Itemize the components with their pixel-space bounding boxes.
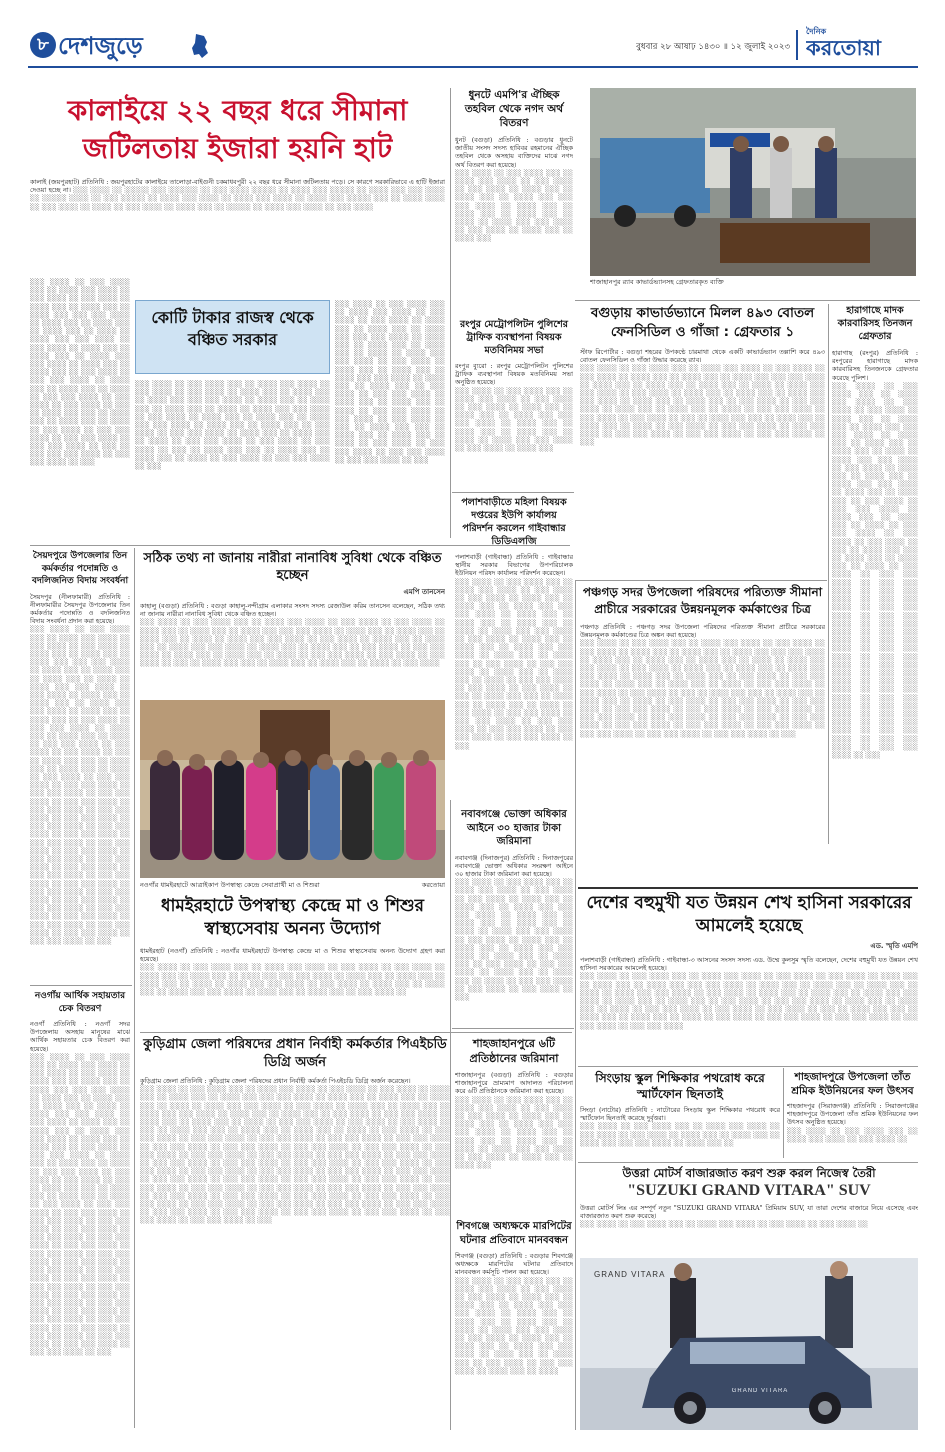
nawabganj-story — [455, 808, 573, 1008]
saidpur-body: সৈয়দপুর (নীলফামারী) প্রতিনিধি : নীলফামারীর সৈয়দপুর উপজেলার তিন কর্মকর্তার পদোন্নতি ও বদলিজনিত বিদায় সংবর্ধনা প্রদান করা হয়েছে। — [30, 592, 130, 626]
shahjahanpur-tat-story — [787, 1070, 918, 1160]
rangpur-headline: রংপুর মেট্রোপলিটন পুলিশের ট্রাফিক ব্যবস্থাপনা বিষয়ক মতবিনিময় সভা — [459, 319, 569, 356]
page-number-badge: ৮ — [30, 32, 56, 58]
uttara-product: "SUZUKI GRAND VITARA" SUV — [627, 1182, 871, 1199]
hasina-body-filler: ░░░ ░░░░ ░░ ░░░ ░░░░ ░░░ ░░ ░░░░ ░░░ ░░░░ ░░ ░░░ ░░░░ ░░ ░░░ ░░░░ ░░ ░░░░ ░░░ ░░ ░░░░ ░░░ ░░ ░░░░ ░░░ ░░░ ░░░ ░░░░ ░░ ░░░░ ░░░ ░░ ░░░░ ░░░ ░░ ░░░░ ░░░ ░░ ░░░░ ░░ ░░░░ ░░░ ░░░ ░░░░ ░░ ░░░ ░░░░ ░░ ░░░░ ░░░ ░░ ░░░░ ░░░ ░░ ░░░░ ░░░ ░░░ ░░░░ ░░ ░░░░ ░░░ ░░ ░░░░ ░░░ ░░ ░░░ ░░░░ ░░ ░░░ ░░░ ░░░░ ░░ ░░░░ ░░░ ░░ ░░░░ ░░░ ░░ ░░░░ ░░ ░░░ ░░░ ░░░░ ░░ ░░░ ░░░░ ░░ ░░░ ░░░░ ░░ ░░░ ░░ ░░░░ ░░░ ░░░ ░░ ░░░░ ░░░ ░░ ░░░░ ░░░ ░░ ░░░░ ░░ ░░░ ░░░░ ░░ ░░░ ░░░ ░░░░ ░░ ░░░ ░░░ ░░░░ ░░ ░░░ ░░░ ░░░░ ░░ ░░░ ░░░ ░░░░ — [580, 972, 918, 1030]
dhunat-headline: ধুনটে এমপি'র ঐচ্ছিক তহবিল থেকে নগদ অর্থ বিতরণ — [464, 89, 564, 129]
haragach-body: হারাগাছ (রংপুর) প্রতিনিধি : রংপুরের হারাগাছে মাদক কারবারিসহ তিনজনকে গ্রেফতার করেছে পুলিশ। — [832, 349, 918, 382]
lead-headline-line2: জটিলতায় ইজারা হয়নি হাট — [82, 132, 393, 165]
singra-rule — [578, 1066, 918, 1067]
lead-body-col1: ░░░ ░░░░ ░░ ░░░ ░░░░ ░░░ ░░ ░░░░ ░░░ ░░░░ ░░ ░░░ ░░░░ ░░ ░░░ ░░░░ ░░ ░░░░ ░░░ ░░ ░░░░ ░░░ ░░ ░░░░ ░░░ ░░░ ░░░ ░░░░ ░░ ░░░░ ░░░ ░░ ░░░░ ░░░ ░░ ░░░░ ░░░ ░░ ░░░░ ░░ ░░░░ ░░░ ░░░ ░░░░ ░░ ░░░ ░░░░ ░░ ░░░░ ░░░ ░░ ░░░░ ░░░ ░░ ░░░░ ░░░ ░░░ ░░░░ ░░ ░░░░ ░░░ ░░ ░░░░ ░░░ ░░ ░░░ ░░░░ ░░ ░░░ ░░░ ░░░░ ░░ ░░░░ ░░░ ░░ ░░░░ ░░░ ░░ ░░░░ ░░ ░░░ ░░░ ░░░░ ░░ ░░░ ░░░░ ░░ ░░░ ░░░░ ░░ ░░░ ░░ ░░░░ ░░░ ░░░ ░░ ░░░░ ░░░ ░░ ░░░░ ░░░ ░░ ░░░░ ░░ ░░░ ░░░░ ░░ ░░░ ░░░ ░░░░ ░░ ░░░ ░░░ ░░░░ ░░ ░░░ ░░░ ░░░░ ░░ ░░░ ░░ ░░░ ░░░ ░░░ ░░░░ ░░ ░░░ ░░░ ░░░░ ░░ ░░░ — [30, 278, 130, 467]
bangladesh-map-icon — [190, 33, 210, 59]
header-rule — [28, 66, 918, 68]
suzuki-car-photo — [580, 1258, 918, 1430]
women-photo — [140, 700, 445, 878]
haragach-body-filler: ░░░ ░░░░ ░░ ░░░ ░░░░ ░░░ ░░ ░░░░ ░░░ ░░░░ ░░ ░░░ ░░░░ ░░ ░░░ ░░░░ ░░ ░░░░ ░░░ ░░ ░░░░ ░░░ ░░ ░░░░ ░░░ ░░░ ░░░ ░░░░ ░░ ░░░░ ░░░ ░░ ░░░░ ░░░ ░░ ░░░░ ░░░ ░░ ░░░░ ░░ ░░░░ ░░░ ░░░ ░░░░ ░░ ░░░ ░░░░ ░░ ░░░░ ░░░ ░░ ░░░░ ░░░ ░░ ░░░░ ░░░ ░░░ ░░░░ ░░ ░░░░ ░░░ ░░ ░░░░ ░░░ ░░ ░░░ ░░░░ ░░ ░░░ ░░░ ░░░░ ░░ ░░░░ ░░░ ░░ ░░░░ ░░░ ░░ ░░░░ ░░ ░░░ ░░░ ░░░░ ░░ ░░░ ░░░░ ░░ ░░░ ░░░░ ░░ ░░░ ░░ ░░░░ ░░░ ░░░ ░░ ░░░░ ░░░ ░░ ░░░░ ░░░ ░░ ░░░░ ░░ ░░░ ░░░░ ░░ ░░░ ░░░ ░░░░ ░░ ░░░ ░░░ ░░░░ ░░ ░░░ ░░░ ░░░░ ░░ ░░░ ░░░ ░░░░ ░░ ░░░ ░░░ ░░░░ ░░ ░░░ ░░░ ░░░░ ░░ ░░░ ░░░ ░░░░ ░░ ░░░ ░░░ ░░░░ ░░ ░░░ ░░░ ░░░░ ░░ ░░░ ░░░ ░░░░ ░░ ░░░ ░░░ ░░░░ ░░ ░░░ ░░░ ░░░░ ░░ ░░░ ░░░ ░░░░ ░░ ░░░ ░░░ ░░░░ ░░ ░░░ ░░░ ░░░░ ░░ ░░░ ░░░ ░░░░ ░░ ░░░ ░░░ ░░░░ ░░ ░░░ ░░░ ░░░░ ░░ ░░░ ░░░ ░░░░ ░░ ░░░ ░░░ ░░░░ ░░ ░░░ ░░░ ░░░░ ░░ ░░░ ░░░ ░░░░ ░░ ░░░ — [832, 381, 918, 759]
naogaon-headline: নওগাঁয় আর্থিক সহায়তার চেক বিতরণ — [34, 991, 126, 1014]
palashbari-headline: পলাশবাড়ীতে মহিলা বিষয়ক দপ্তরের ইউপি কার্যালয় পরিদর্শন করলেন গাইবান্ধার ডিডিএলজি — [461, 497, 567, 547]
uttara-story — [580, 1166, 918, 1256]
singra-headline: সিংড়ায় স্কুল শিক্ষিকার পথরোধ করে স্মার্টফোন ছিনতাই — [595, 1071, 765, 1101]
panchagarh-headline: পঞ্চগড় সদর উপজেলা পরিষদের পরিত্যক্ত সীমানা প্রাচীরে সরকারের উন্নয়নমূলক কর্মকাণ্ডের চিত্র — [582, 585, 823, 616]
women-byline: এমপি তানসেন — [403, 588, 445, 596]
shibganj-story — [455, 1220, 573, 1430]
shahjahanpur-fine-headline: শাহজাহানপুরে ৬টি প্রতিষ্ঠানের জরিমানা — [469, 1037, 559, 1065]
divider-dhunat — [450, 88, 451, 538]
lead-headline-line1: কালাইয়ে ২২ বছর ধরে সীমানা — [67, 94, 408, 127]
covervan-caption: শাজাহানপুর র‌্যাব কাভার্ডভ্যানসহ গ্রেফতারকৃত ব্যক্তি — [590, 278, 724, 286]
palashbari-story — [455, 496, 573, 796]
nawabganj-headline: নবাবগঞ্জে ভোক্তা অধিকার আইনে ৩০ হাজার টাকা জরিমানা — [461, 809, 567, 847]
covervan-body: স্টাফ রিপোর্টার : বগুড়া শহরের উপকণ্ঠে চারমাথা থেকে একটি কাভার্ডভ্যান তল্লাশি করে ৪৯৩ বোতল ফেনসিডিল ও গাঁজা উদ্ধার করেছে র‌্যাব। — [580, 348, 825, 365]
naogaon-story — [30, 990, 130, 1430]
page-header — [0, 0, 945, 70]
kurigram-body: কুড়িগ্রাম জেলা প্রতিনিধি : কুড়িগ্রাম জেলা পরিষদের প্রধান নির্বাহী কর্মকর্তা পিএইচডি ডিগ্রি অর্জন করেছেন। — [140, 1077, 411, 1085]
shibganj-body-filler: ░░░ ░░░░ ░░ ░░░ ░░░░ ░░░ ░░ ░░░░ ░░░ ░░░░ ░░ ░░░ ░░░░ ░░ ░░░ ░░░░ ░░ ░░░░ ░░░ ░░ ░░░░ ░░░ ░░ ░░░░ ░░░ ░░░ ░░░ ░░░░ ░░ ░░░░ ░░░ ░░ ░░░░ ░░░ ░░ ░░░░ ░░░ ░░ ░░░░ ░░ ░░░░ ░░░ ░░░ ░░░░ ░░ ░░░ ░░░░ ░░ ░░░░ ░░░ ░░ ░░░░ ░░░ ░░ ░░░░ ░░░ ░░░ ░░░░ ░░ ░░░░ ░░░ ░░ ░░░░ ░░░ ░░ ░░░ ░░░░ ░░ ░░░ ░░░ ░░░░ ░░ ░░░░ ░░░ ░░ ░░░░ — [455, 1276, 573, 1375]
uttara-body: উত্তরা মোটর্স লিঃ এর সম্পূর্ণ নতুন "SUZUKI GRAND VITARA" প্রিমিয়াম SUV, যা তারা দেশের বাজারে নিয়ে এসেছে এবং বাজারজাত করণ শুরু করেছে। — [580, 1204, 918, 1221]
lead-body-start: কালাই (জয়পুরহাট) প্রতিনিধি : জয়পুরহাটের কালাইয়ে তালোড়া-বাইগুনী চকমাধবপুরী ২২ বছর ধরে সীমানা জটিলতায় পড়ে। সে কারণে সরকারিভাবে এ হাটি ইজারা দেওয়া হচ্ছে না। — [30, 178, 445, 195]
women-body: কাহালু (বগুড়া) প্রতিনিধি : বগুড়া কাহালু-নন্দীগ্রাম এলাকার সংসদ সদস্য রেজাউল করিম তানসেন বলেছেন, সঠিক তথ্য না জানায় নারীরা নানাবিধ সুবিধা থেকে বঞ্চিত হচ্ছেন। — [140, 602, 445, 619]
shibganj-headline: শিবগঞ্জে অধ্যক্ষকে মারপিটের ঘটনার প্রতিবাদে মানববন্ধন — [456, 1221, 572, 1246]
lead-body — [30, 178, 445, 273]
shahjahanpur-tat-body-filler: ░░░ ░░░░ ░░ ░░░ ░░░░ ░░░ ░░ ░░░░ ░░░ ░░░░ ░░ ░░░ ░░░░ ░░ — [787, 1126, 918, 1143]
date-line: বুধবার ২৮ আষাঢ় ১৪৩০ ॥ ১২ জুলাই ২০২৩ — [636, 42, 790, 52]
naogaon-rule — [30, 985, 132, 986]
hasina-story — [580, 892, 918, 1062]
lead-callout-text: কোটি টাকার রাজস্ব থেকে বঞ্চিত সরকার — [151, 308, 314, 349]
kurigram-body-filler: ░░░ ░░░░ ░░ ░░░ ░░░░ ░░░ ░░ ░░░░ ░░░ ░░░░ ░░ ░░░ ░░░░ ░░ ░░░ ░░░░ ░░ ░░░░ ░░░ ░░ ░░░░ ░░░ ░░ ░░░░ ░░░ ░░░ ░░░ ░░░░ ░░ ░░░░ ░░░ ░░ ░░░░ ░░░ ░░ ░░░░ ░░░ ░░ ░░░░ ░░ ░░░░ ░░░ ░░░ ░░░░ ░░ ░░░ ░░░░ ░░ ░░░░ ░░░ ░░ ░░░░ ░░░ ░░ ░░░░ ░░░ ░░░ ░░░░ ░░ ░░░░ ░░░ ░░ ░░░░ ░░░ ░░ ░░░ ░░░░ ░░ ░░░ ░░░ ░░░░ ░░ ░░░░ ░░░ ░░ ░░░░ ░░░ ░░ ░░░░ ░░ ░░░ ░░░ ░░░░ ░░ ░░░ ░░░░ ░░ ░░░ ░░░░ ░░ ░░░ ░░ ░░░░ ░░░ ░░░ ░░ ░░░░ ░░░ ░░ ░░░░ ░░░ ░░ ░░░░ ░░ ░░░ ░░░░ ░░ ░░░ ░░░ ░░░░ ░░ ░░░ ░░░ ░░░░ ░░ ░░░ ░░░ ░░░░ ░░ ░░░ ░░░ ░░░░ ░░ ░░░ ░░░ ░░░░ ░░ ░░░ ░░░ ░░░░ ░░ ░░░ ░░░ ░░░░ ░░ ░░░ ░░░ ░░░░ ░░ ░░░ ░░░ ░░░░ ░░ ░░░ ░░░ ░░░░ ░░ ░░░ ░░░ ░░░░ ░░ ░░░ ░░░ ░░░░ ░░ ░░░ ░░░ ░░░░ ░░ ░░░ ░░░ ░░░░ ░░ ░░░ ░░░ ░░░░ ░░ ░░░ ░░░ ░░░░ ░░ ░░░ ░░░ ░░░░ ░░ ░░░ ░░░ ░░░░ ░░ ░░░ ░░░ ░░░░ ░░ ░░░ ░░░ ░░░░ ░░ ░░░ ░░░ ░░░░ ░░ ░░░ ░░░ ░░░░ ░░ ░░░ ░░░ ░░░░ ░░ ░░░ ░░░ ░░░░ ░░ ░░░ ░░░ ░░░░ ░░ ░░░ ░░░ ░░░░ ░░ ░░░ ░░░ ░░░░ ░░ ░░░ ░░░ ░░░░ ░░ ░░░ ░░░ ░░░░ ░░ ░░░ ░░░ ░░░░ ░░ ░░░ ░░░ ░░░░ ░░ ░░░ ░░░ ░░░░ ░░ ░░░ ░░░ ░░░░ ░░ ░░░ ░░░ ░░░░ ░░ ░░░ ░░░ ░░░░ ░░ ░░░ ░░░ ░░░░ ░░ ░░░ ░░░ ░░░░ ░░ ░░░ ░░░ ░░░░ ░░ ░░░ ░░░ ░░░░ ░░ ░░░ ░░░ ░░░░ ░░ ░░░ ░░░ ░░░░ ░░ ░░░ ░░░ ░░░░ ░░ ░░░ ░░░ ░░░░ ░░ ░░░ ░░░ ░░░░ ░░ ░░░ ░░░ ░░░░ ░░ ░░░ ░░░ ░░░░ ░░ ░░░ ░░░ ░░░░ ░░ ░░░ — [140, 1085, 450, 1225]
women-body-filler: ░░░ ░░░░ ░░ ░░░ ░░░░ ░░░ ░░ ░░░░ ░░░ ░░░░ ░░ ░░░ ░░░░ ░░ ░░░ ░░░░ ░░ ░░░░ ░░░ ░░ ░░░░ ░░░ ░░ ░░░░ ░░░ ░░░ ░░░ ░░░░ ░░ ░░░░ ░░░ ░░ ░░░░ ░░░ ░░ ░░░░ ░░░ ░░ ░░░░ ░░ ░░░░ ░░░ ░░░ ░░░░ ░░ ░░░ ░░░░ ░░ ░░░░ ░░░ ░░ ░░░░ ░░░ ░░ ░░░░ ░░░ ░░░ ░░░░ ░░ ░░░░ ░░░ ░░ ░░░░ ░░░ ░░ ░░░ ░░░░ ░░ ░░░ ░░░ ░░░░ ░░ ░░░░ ░░░ ░░ ░░░░ ░░░ ░░ ░░░░ ░░ ░░░ ░░░ ░░░░ ░░ ░░░ ░░░░ ░░ ░░░ ░░░░ ░░ ░░░ ░░ ░░░░ ░░░ ░░░ ░░ ░░░░ ░░░ ░░ ░░░░ ░░░ ░░ ░░░░ ░░ ░░░ ░░░░ — [140, 618, 445, 668]
haragach-headline: হারাগাছে মাদক কারবারিসহ তিনজন গ্রেফতার — [837, 305, 913, 342]
nawabganj-body-filler: ░░░ ░░░░ ░░ ░░░ ░░░░ ░░░ ░░ ░░░░ ░░░ ░░░░ ░░ ░░░ ░░░░ ░░ ░░░ ░░░░ ░░ ░░░░ ░░░ ░░ ░░░░ ░░░ ░░ ░░░░ ░░░ ░░░ ░░░ ░░░░ ░░ ░░░░ ░░░ ░░ ░░░░ ░░░ ░░ ░░░░ ░░░ ░░ ░░░░ ░░ ░░░░ ░░░ ░░░ ░░░░ ░░ ░░░ ░░░░ ░░ ░░░░ ░░░ ░░ ░░░░ ░░░ ░░ ░░░░ ░░░ ░░░ ░░░░ ░░ ░░░░ ░░░ ░░ ░░░░ ░░░ ░░ ░░░ ░░░░ ░░ ░░░ ░░░ ░░░░ ░░ ░░░░ ░░░ ░░ ░░░░ ░░░ ░░ ░░░░ ░░ ░░░ ░░░ ░░░░ ░░ ░░░ ░░░░ ░░ ░░░ ░░░░ ░░ ░░░ — [455, 878, 573, 1001]
kurigram-story — [140, 1036, 450, 1431]
rangpur-story — [455, 318, 573, 488]
singra-story — [580, 1070, 780, 1160]
suzuki-hero-text: GRAND VITARA — [594, 1270, 666, 1279]
shibganj-body: শিবগঞ্জ (বগুড়া) প্রতিনিধি : বগুড়ার শিবগঞ্জে অধ্যক্ষকে মারপিটের ঘটনার প্রতিবাদে মানববন্ধন কর্মসূচি পালন করা হয়েছে। — [455, 1252, 573, 1277]
panchagarh-body: পঞ্চগড় প্রতিনিধি : পঞ্চগড় সদর উপজেলা পরিষদের পরিত্যক্ত সীমানা প্রাচীরে সরকারের উন্নয়নমূলক কর্মকাণ্ডের চিত্র অঙ্কন করা হয়েছে। — [580, 623, 825, 640]
naogaon-body-filler: ░░░ ░░░░ ░░ ░░░ ░░░░ ░░░ ░░ ░░░░ ░░░ ░░░░ ░░ ░░░ ░░░░ ░░ ░░░ ░░░░ ░░ ░░░░ ░░░ ░░ ░░░░ ░░░ ░░ ░░░░ ░░░ ░░░ ░░░ ░░░░ ░░ ░░░░ ░░░ ░░ ░░░░ ░░░ ░░ ░░░░ ░░░ ░░ ░░░░ ░░ ░░░░ ░░░ ░░░ ░░░░ ░░ ░░░ ░░░░ ░░ ░░░░ ░░░ ░░ ░░░░ ░░░ ░░ ░░░░ ░░░ ░░░ ░░░░ ░░ ░░░░ ░░░ ░░ ░░░░ ░░░ ░░ ░░░ ░░░░ ░░ ░░░ ░░░ ░░░░ ░░ ░░░░ ░░░ ░░ ░░░░ ░░░ ░░ ░░░░ ░░ ░░░ ░░░ ░░░░ ░░ ░░░ ░░░░ ░░ ░░░ ░░░░ ░░ ░░░ ░░ ░░░░ ░░░ ░░░ ░░ ░░░░ ░░░ ░░ ░░░░ ░░░ ░░ ░░░░ ░░ ░░░ ░░░░ ░░ ░░░ ░░░ ░░░░ ░░ ░░░ ░░░ ░░░░ ░░ ░░░ ░░░ ░░░░ ░░ ░░░ ░░░ ░░░░ ░░ ░░░ ░░░ ░░░░ ░░ ░░░ ░░░ ░░░░ ░░ ░░░ ░░░ ░░░░ ░░ ░░░ ░░░ ░░░░ ░░ ░░░ ░░░ ░░░░ ░░ ░░░ ░░░ ░░░░ ░░ ░░░ ░░░ ░░░░ ░░ ░░░ ░░░ ░░░░ ░░ ░░░ ░░░ ░░░░ ░░ ░░░ ░░░ ░░░░ ░░ ░░░ ░░░ ░░░░ ░░ ░░░ ░░░ ░░░░ ░░ ░░░ ░░░ ░░░░ ░░ ░░░ ░░░ ░░░░ ░░ ░░░ ░░░ ░░░░ ░░ ░░░ ░░░ ░░░░ ░░ ░░░ ░░░ ░░░░ ░░ ░░░ ░░░ ░░░░ ░░ ░░░ ░░░ ░░░░ ░░ ░░░ ░░░ ░░░░ ░░ ░░░ ░░░ ░░░░ ░░ ░░░ ░░░ ░░░░ ░░ ░░░ ░░░ ░░░░ ░░ ░░░ — [30, 1052, 130, 1357]
women-photo-caption: নওগাঁর ধামইরহাটে আত্রাইকাপ উপস্বাস্থ্য কেন্দ্রে সেবাপ্রার্থী মা ও শিশুরা — [140, 881, 320, 889]
shibganj-rule — [452, 1028, 574, 1029]
saidpur-headline: সৈয়দপুরে উপজেলার তিন কর্মকর্তার পদোন্নতি ও বদলিজনিত বিদায় সংবর্ধনা — [31, 551, 129, 586]
dhamoirhat-body: ধামইরহাট (নওগাঁ) প্রতিনিধি : নওগাঁর ধামইরহাটে উপস্বাস্থ্য কেন্দ্রে মা ও শিশুর স্বাস্থ্যসেবায় অনন্য উদ্যোগ গ্রহণ করা হয়েছে। — [140, 947, 445, 964]
rangpur-body-filler: ░░░ ░░░░ ░░ ░░░ ░░░░ ░░░ ░░ ░░░░ ░░░ ░░░░ ░░ ░░░ ░░░░ ░░ ░░░ ░░░░ ░░ ░░░░ ░░░ ░░ ░░░░ ░░░ ░░ ░░░░ ░░░ ░░░ ░░░ ░░░░ ░░ ░░░░ ░░░ ░░ ░░░░ ░░░ ░░ ░░░░ ░░░ ░░ ░░░░ ░░ ░░░░ ░░░ ░░░ ░░░░ ░░ ░░░ ░░░░ ░░ ░░░░ ░░░ — [455, 386, 573, 453]
shahjahanpur-tat-body: শাহজাদপুর (সিরাজগঞ্জ) প্রতিনিধি : সিরাজগঞ্জের শাহজাদপুরে উপজেলা তাঁত শ্রমিক ইউনিয়নের ফল উৎসব অনুষ্ঠিত হয়েছে। — [787, 1102, 918, 1127]
covervan-body-filler: ░░░ ░░░░ ░░ ░░░ ░░░░ ░░░ ░░ ░░░░ ░░░ ░░░░ ░░ ░░░ ░░░░ ░░ ░░░ ░░░░ ░░ ░░░░ ░░░ ░░ ░░░░ ░░░ ░░ ░░░░ ░░░ ░░░ ░░░ ░░░░ ░░ ░░░░ ░░░ ░░ ░░░░ ░░░ ░░ ░░░░ ░░░ ░░ ░░░░ ░░ ░░░░ ░░░ ░░░ ░░░░ ░░ ░░░ ░░░░ ░░ ░░░░ ░░░ ░░ ░░░░ ░░░ ░░ ░░░░ ░░░ ░░░ ░░░░ ░░ ░░░░ ░░░ ░░ ░░░░ ░░░ ░░ ░░░ ░░░░ ░░ ░░░ ░░░ ░░░░ ░░ ░░░░ ░░░ ░░ ░░░░ ░░░ ░░ ░░░░ ░░ ░░░ ░░░ ░░░░ ░░ ░░░ ░░░░ ░░ ░░░ ░░░░ ░░ ░░░ ░░ ░░░░ ░░░ ░░░ ░░ ░░░░ ░░░ ░░ ░░░░ ░░░ ░░ ░░░░ ░░ ░░░ ░░░░ ░░ ░░░ ░░░ ░░░░ ░░ ░░░ ░░░ ░░░░ ░░ ░░░ ░░░ ░░░░ ░░ ░░░ ░░░ ░░░░ ░░ ░░░ ░░░ ░░░░ ░░ ░░░ — [580, 364, 825, 447]
dhamoirhat-story — [140, 895, 445, 1030]
covervan-headline: বগুড়ায় কাভার্ডভ্যানে মিলল ৪৯৩ বোতল ফেনসিডিল ও গাঁজা : গ্রেফতার ১ — [590, 305, 815, 340]
uttara-headline: উত্তরা মোটর্স বাজারজাত করণ শুরু করল নিজেস্ব তৈরী — [622, 1166, 876, 1180]
palashbari-body: পলাশবাড়ী (গাইবান্ধা) প্রতিনিধি : গাইবান্ধার স্থানীয় সরকার বিভাগের উপপরিচালক ইউনিয়ন পরিষদ কার্যালয় পরিদর্শন করেছেন। — [455, 553, 573, 578]
divider-mid-column — [450, 800, 451, 1430]
divider-right-block — [575, 580, 576, 1430]
covervan-story — [580, 304, 825, 580]
panchagarh-body-filler: ░░░ ░░░░ ░░ ░░░ ░░░░ ░░░ ░░ ░░░░ ░░░ ░░░░ ░░ ░░░ ░░░░ ░░ ░░░ ░░░░ ░░ ░░░░ ░░░ ░░ ░░░░ ░░░ ░░ ░░░░ ░░░ ░░░ ░░░ ░░░░ ░░ ░░░░ ░░░ ░░ ░░░░ ░░░ ░░ ░░░░ ░░░ ░░ ░░░░ ░░ ░░░░ ░░░ ░░░ ░░░░ ░░ ░░░ ░░░░ ░░ ░░░░ ░░░ ░░ ░░░░ ░░░ ░░ ░░░░ ░░░ ░░░ ░░░░ ░░ ░░░░ ░░░ ░░ ░░░░ ░░░ ░░ ░░░ ░░░░ ░░ ░░░ ░░░ ░░░░ ░░ ░░░░ ░░░ ░░ ░░░░ ░░░ ░░ ░░░░ ░░ ░░░ ░░░ ░░░░ ░░ ░░░ ░░░░ ░░ ░░░ ░░░░ ░░ ░░░ ░░ ░░░░ ░░░ ░░░ ░░ ░░░░ ░░░ ░░ ░░░░ ░░░ ░░ ░░░░ ░░ ░░░ ░░░░ ░░ ░░░ ░░░ ░░░░ ░░ ░░░ ░░░ ░░░░ ░░ ░░░ ░░░ ░░░░ ░░ ░░░ ░░░ ░░░░ ░░ ░░░ ░░░ ░░░░ ░░ ░░░ ░░░ ░░░░ ░░ ░░░ ░░░ ░░░░ ░░ ░░░ ░░░ ░░░░ ░░ ░░░ ░░░ ░░░░ ░░ ░░░ ░░░ ░░░░ ░░ ░░░ ░░░ ░░░░ ░░ ░░░ ░░░ ░░░░ ░░ ░░░ ░░░ ░░░░ ░░ ░░░ ░░░ ░░░░ ░░ ░░░ ░░░ ░░░░ ░░ ░░░ — [580, 639, 825, 738]
shahjahanpur-tat-headline: শাহজাদপুরে উপজেলা তাঁত শ্রমিক ইউনিয়নের ফল উৎসব — [791, 1071, 914, 1097]
kurigram-headline: কুড়িগ্রাম জেলা পরিষদের প্রধান নির্বাহী কর্মকর্তার পিএইচডি ডিগ্রি অর্জন — [143, 1037, 447, 1070]
panchagarh-story — [580, 584, 825, 884]
suzuki-car-badge: GRAND VITARA — [731, 1388, 789, 1394]
kurigram-rule — [140, 1032, 572, 1033]
hasina-top-rule — [578, 887, 918, 889]
masthead-divider — [796, 30, 798, 60]
haragach-story — [832, 304, 918, 844]
singra-body-filler: ░░░ ░░░░ ░░ ░░░ ░░░░ ░░░ ░░ ░░░░ ░░░ ░░░░ ░░ ░░░ ░░░░ ░░ ░░░ ░░░░ ░░ ░░░░ ░░░ ░░ ░░░░ ░░░ ░░ ░░░░ ░░░ ░░░ ░░░ ░░░░ ░░ ░░░░ ░░░ ░░ — [580, 1122, 780, 1147]
hasina-body: পলাশবাড়ী (গাইবান্ধা) প্রতিনিধি : গাইবান্ধা-৩ আসনের সংসদ সদস্য এড. উম্মে কুলসুম স্মৃতি বলেছেন, দেশের বহুমুখী যত উন্নয়ন শেখ হাসিনা সরকারের আমলেই হয়েছে। — [580, 956, 918, 973]
palashbari-rule — [452, 492, 574, 493]
lead-callout — [135, 300, 330, 374]
women-story — [140, 550, 445, 700]
nawabganj-body: নবাবগঞ্জ (দিনাজপুর) প্রতিনিধি : দিনাজপুরের নবাবগঞ্জে ভোক্তা অধিকার সংরক্ষণ আইনে ৩০ হাজার টাকা জরিমানা করা হয়েছে। — [455, 853, 573, 878]
singra-body: সিংড়া (নাটোর) প্রতিনিধি : নাটোরের সিংড়ায় স্কুল শিক্ষিকার পথরোধ করে স্মার্টফোন ছিনতাই করেছে দুর্বৃত্তরা। — [580, 1106, 780, 1123]
saidpur-body-filler: ░░░ ░░░░ ░░ ░░░ ░░░░ ░░░ ░░ ░░░░ ░░░ ░░░░ ░░ ░░░ ░░░░ ░░ ░░░ ░░░░ ░░ ░░░░ ░░░ ░░ ░░░░ ░░░ ░░ ░░░░ ░░░ ░░░ ░░░ ░░░░ ░░ ░░░░ ░░░ ░░ ░░░░ ░░░ ░░ ░░░░ ░░░ ░░ ░░░░ ░░ ░░░░ ░░░ ░░░ ░░░░ ░░ ░░░ ░░░░ ░░ ░░░░ ░░░ ░░ ░░░░ ░░░ ░░ ░░░░ ░░░ ░░░ ░░░░ ░░ ░░░░ ░░░ ░░ ░░░░ ░░░ ░░ ░░░ ░░░░ ░░ ░░░ ░░░ ░░░░ ░░ ░░░░ ░░░ ░░ ░░░░ ░░░ ░░ ░░░░ ░░ ░░░ ░░░ ░░░░ ░░ ░░░ ░░░░ ░░ ░░░ ░░░░ ░░ ░░░ ░░ ░░░░ ░░░ ░░░ ░░ ░░░░ ░░░ ░░ ░░░░ ░░░ ░░ ░░░░ ░░ ░░░ ░░░░ ░░ ░░░ ░░░ ░░░░ ░░ ░░░ ░░░ ░░░░ ░░ ░░░ ░░░ ░░░░ ░░ ░░░ ░░░ ░░░░ ░░ ░░░ ░░░ ░░░░ ░░ ░░░ ░░░ ░░░░ ░░ ░░░ ░░░ ░░░░ ░░ ░░░ ░░░ ░░░░ ░░ ░░░ ░░░ ░░░░ ░░ ░░░ ░░░ ░░░░ ░░ ░░░ ░░░ ░░░░ ░░ ░░░ ░░░ ░░░░ ░░ ░░░ ░░░ ░░░░ ░░ ░░░ ░░░ ░░░░ ░░ ░░░ ░░░ ░░░░ ░░ ░░░ ░░░ ░░░░ ░░ ░░░ ░░░ ░░░░ ░░ ░░░ ░░░ ░░░░ ░░ ░░░ ░░░ ░░░░ ░░ ░░░ ░░░ ░░░░ ░░ ░░░ ░░░ ░░░░ ░░ ░░░ ░░░ ░░░░ ░░ ░░░ ░░░ ░░░░ ░░ ░░░ ░░░ ░░░░ ░░ ░░░ ░░░ ░░░░ ░░ ░░░ ░░░ ░░░░ ░░ ░░░ ░░░ ░░░░ ░░ ░░░ ░░░ ░░░░ ░░ ░░░ ░░░ ░░░░ ░░ ░░░ ░░░ ░░░░ ░░ ░░░ — [30, 625, 130, 946]
divider-haragach — [828, 304, 829, 844]
dhunat-story — [455, 88, 573, 313]
shahjahanpur-fine-body-filler: ░░░ ░░░░ ░░ ░░░ ░░░░ ░░░ ░░ ░░░░ ░░░ ░░░░ ░░ ░░░ ░░░░ ░░ ░░░ ░░░░ ░░ ░░░░ ░░░ ░░ ░░░░ ░░░ ░░ ░░░░ ░░░ ░░░ ░░░ ░░░░ ░░ ░░░░ ░░░ ░░ ░░░░ ░░░ ░░ ░░░░ ░░░ ░░ ░░░░ ░░ ░░░░ ░░░ ░░░ ░░░░ ░░ ░░░ ░░░░ ░░ ░░░░ ░░░ ░░ ░░░░ ░░░ — [455, 1095, 573, 1170]
lead-body-col2: ░░░ ░░░░ ░░ ░░░ ░░░░ ░░░ ░░ ░░░░ ░░░ ░░░░ ░░ ░░░ ░░░░ ░░ ░░░ ░░░░ ░░ ░░░░ ░░░ ░░ ░░░░ ░░░ ░░ ░░░░ ░░░ ░░░ ░░░ ░░░░ ░░ ░░░░ ░░░ ░░ ░░░░ ░░░ ░░ ░░░░ ░░░ ░░ ░░░░ ░░ ░░░░ ░░░ ░░░ ░░░░ ░░ ░░░ ░░░░ ░░ ░░░░ ░░░ ░░ ░░░░ ░░░ ░░ ░░░░ ░░░ ░░░ ░░░░ ░░ ░░░░ ░░░ ░░ ░░░░ ░░░ ░░ ░░░ ░░░░ ░░ ░░░ ░░░ ░░░░ ░░ ░░░░ ░░░ ░░ ░░░░ ░░░ ░░ ░░░░ ░░ ░░░ ░░░ ░░░░ ░░ ░░░ ░░░░ ░░ ░░░ ░░░░ ░░ ░░░ ░░ ░░░░ ░░░ ░░░ ░░ ░░░░ ░░░ ░░ ░░░░ ░░░ ░░ ░░░░ ░░ ░░░ ░░░░ ░░ ░░░ ░░░ ░░░░ ░░ ░░░ — [135, 380, 330, 471]
lead-body-col3: ░░░ ░░░░ ░░ ░░░ ░░░░ ░░░ ░░ ░░░░ ░░░ ░░░░ ░░ ░░░ ░░░░ ░░ ░░░ ░░░░ ░░ ░░░░ ░░░ ░░ ░░░░ ░░░ ░░ ░░░░ ░░░ ░░░ ░░░ ░░░░ ░░ ░░░░ ░░░ ░░ ░░░░ ░░░ ░░ ░░░░ ░░░ ░░ ░░░░ ░░ ░░░░ ░░░ ░░░ ░░░░ ░░ ░░░ ░░░░ ░░ ░░░░ ░░░ ░░ ░░░░ ░░░ ░░ ░░░░ ░░░ ░░░ ░░░░ ░░ ░░░░ ░░░ ░░ ░░░░ ░░░ ░░ ░░░ ░░░░ ░░ ░░░ ░░░ ░░░░ ░░ ░░░░ ░░░ ░░ ░░░░ ░░░ ░░ ░░░░ ░░ ░░░ ░░░ ░░░░ ░░ ░░░ ░░░░ ░░ ░░░ ░░░░ ░░ ░░░ ░░ ░░░░ ░░░ ░░░ ░░ ░░░░ ░░░ ░░ ░░░░ ░░░ ░░ ░░░░ ░░ ░░░ ░░░░ ░░ ░░░ ░░░ ░░░░ ░░ ░░░ ░░░ ░░░░ ░░ ░░░ ░░░ ░░░░ ░░ ░░░ — [335, 300, 445, 464]
naogaon-body: নওগাঁ প্রতিনিধি : নওগাঁ সদর উপজেলায় অসহায় মানুষের মাঝে আর্থিক সহায়তার চেক বিতরণ করা হয়েছে। — [30, 1020, 130, 1053]
shahjahanpur-fine-body: শাজাহানপুর (বগুড়া) প্রতিনিধি : বগুড়ার শাজাহানপুরে ভ্রাম্যমাণ আদালত পরিচালনা করে ৬টি প্রতিষ্ঠানকে জরিমানা করা হয়েছে। — [455, 1071, 573, 1096]
women-photo-credit: করতোয়া — [421, 881, 445, 889]
hasina-headline: দেশের বহুমুখী যত উন্নয়ন শেখ হাসিনা সরকারের আমলেই হয়েছে — [586, 893, 912, 936]
masthead-logo: করতোয়া — [806, 36, 881, 60]
women-headline: সঠিক তথ্য না জানায় নারীরা নানাবিধ সুবিধা থেকে বঞ্চিত হচ্ছেন — [143, 551, 442, 583]
uttara-body-filler: ░░░ ░░░░ ░░ ░░░ ░░░░ ░░░ ░░ ░░░░ ░░░ ░░░░ ░░ ░░░ ░░░░ ░░ ░░░ ░░░░ ░░ — [580, 1220, 869, 1229]
section-title: দেশজুড়ে — [58, 32, 143, 60]
divider-left-column — [134, 548, 135, 1428]
dhamoirhat-headline: ধামইরহাটে উপস্বাস্থ্য কেন্দ্রে মা ও শিশুর স্বাস্থ্যসেবায় অনন্য উদ্যোগ — [160, 896, 425, 939]
shahjahanpur-fine-story — [455, 1036, 573, 1216]
dhunat-body: ধুনট (বগুড়া) প্রতিনিধি : বগুড়ার ধুনটে জাতীয় সংসদ সদস্য হাবিবর রহমানের ঐচ্ছিক তহবিল থেকে অসহায় ব্যক্তিদের মাঝে নগদ অর্থ বিতরণ করা হয়েছে। — [455, 136, 573, 169]
divider-tat — [783, 1068, 784, 1158]
covervan-photo — [590, 88, 916, 276]
palashbari-body-filler: ░░░ ░░░░ ░░ ░░░ ░░░░ ░░░ ░░ ░░░░ ░░░ ░░░░ ░░ ░░░ ░░░░ ░░ ░░░ ░░░░ ░░ ░░░░ ░░░ ░░ ░░░░ ░░░ ░░ ░░░░ ░░░ ░░░ ░░░ ░░░░ ░░ ░░░░ ░░░ ░░ ░░░░ ░░░ ░░ ░░░░ ░░░ ░░ ░░░░ ░░ ░░░░ ░░░ ░░░ ░░░░ ░░ ░░░ ░░░░ ░░ ░░░░ ░░░ ░░ ░░░░ ░░░ ░░ ░░░░ ░░░ ░░░ ░░░░ ░░ ░░░░ ░░░ ░░ ░░░░ ░░░ ░░ ░░░ ░░░░ ░░ ░░░ ░░░ ░░░░ ░░ ░░░░ ░░░ ░░ ░░░░ ░░░ ░░ ░░░░ ░░ ░░░ ░░░ ░░░░ ░░ ░░░ ░░░░ ░░ ░░░ ░░░░ ░░ ░░░ ░░ ░░░░ ░░░ ░░░ ░░ ░░░░ ░░░ ░░ ░░░░ ░░░ ░░ ░░░░ ░░ ░░░ ░░░░ ░░ ░░░ ░░░ ░░░░ ░░ ░░░ ░░░ ░░░░ ░░ ░░░ ░░░ ░░░░ ░░ ░░░ ░░░ ░░░░ ░░ ░░░ ░░░ ░░░░ ░░ ░░░ ░░░ ░░░░ ░░ ░░░ — [455, 577, 573, 750]
masthead-small: দৈনিক — [806, 27, 827, 36]
saidpur-story — [30, 550, 130, 980]
dhunat-body-filler: ░░░ ░░░░ ░░ ░░░ ░░░░ ░░░ ░░ ░░░░ ░░░ ░░░░ ░░ ░░░ ░░░░ ░░ ░░░ ░░░░ ░░ ░░░░ ░░░ ░░ ░░░░ ░░░ ░░ ░░░░ ░░░ ░░░ ░░░ ░░░░ ░░ ░░░░ ░░░ ░░ ░░░░ ░░░ ░░ ░░░░ ░░░ ░░ ░░░░ ░░ ░░░░ ░░░ ░░░ ░░░░ ░░ ░░░ ░░░░ ░░ ░░░░ ░░░ ░░ ░░░░ ░░░ — [455, 168, 573, 243]
lead-headline — [30, 92, 445, 172]
dhamoirhat-body-filler: ░░░ ░░░░ ░░ ░░░ ░░░░ ░░░ ░░ ░░░░ ░░░ ░░░░ ░░ ░░░ ░░░░ ░░ ░░░ ░░░░ ░░ ░░░░ ░░░ ░░ ░░░░ ░░░ ░░ ░░░░ ░░░ ░░░ ░░░ ░░░░ ░░ ░░░░ ░░░ ░░ ░░░░ ░░░ ░░ ░░░░ ░░░ ░░ ░░░░ ░░ ░░░░ ░░░ ░░░ ░░░░ ░░ ░░░ ░░░░ ░░ ░░░░ ░░░ ░░ ░░░░ ░░░ ░░ ░░░░ ░░░ ░░░ ░░░░ ░░ ░░░░ ░░░ ░░ ░░░░ ░░░ ░░ ░░░ ░░░░ ░░ — [140, 963, 445, 997]
uttara-rule — [578, 1162, 918, 1163]
covervan-rule — [575, 300, 920, 301]
lead-body-filler: ░░░ ░░░░ ░░ ░░░░░ ░░░ ░░░░░░ ░░ ░░░ ░░░░ ░░░░░ ░░ ░░░░ ░░░ ░░░░░ ░░ ░░░░ ░░░ ░░░ ░░░░ ░░ ░░░░░ ░░░░ ░░ ░░░ ░░░░░ ░░ ░░░░ ░░░ ░░░░ ░░ ░░░░ ░░░ ░░░░ ░░ ░░░░ ░░░ ░░░░░ ░░░ ░░ ░░░░ ░░░░ ░░ ░░░ ░░░░ ░░ ░░░░ ░░ ░░░ ░░░░ ░░ ░░░░ ░░░ ░░ ░░░░░ ░░ ░░░░ ░░░ ░░░░ ░░ ░░░ ░░░░ — [30, 186, 445, 211]
panchagarh-rule — [575, 580, 827, 581]
rangpur-body: রংপুর ব্যুরো : রংপুর মেট্রোপলিটন পুলিশের ট্রাফিক ব্যবস্থাপনা বিষয়ক মতবিনিময় সভা অনুষ্ঠিত হয়েছে। — [455, 362, 573, 387]
hasina-byline: এড. স্মৃতি এমপি — [870, 942, 918, 950]
